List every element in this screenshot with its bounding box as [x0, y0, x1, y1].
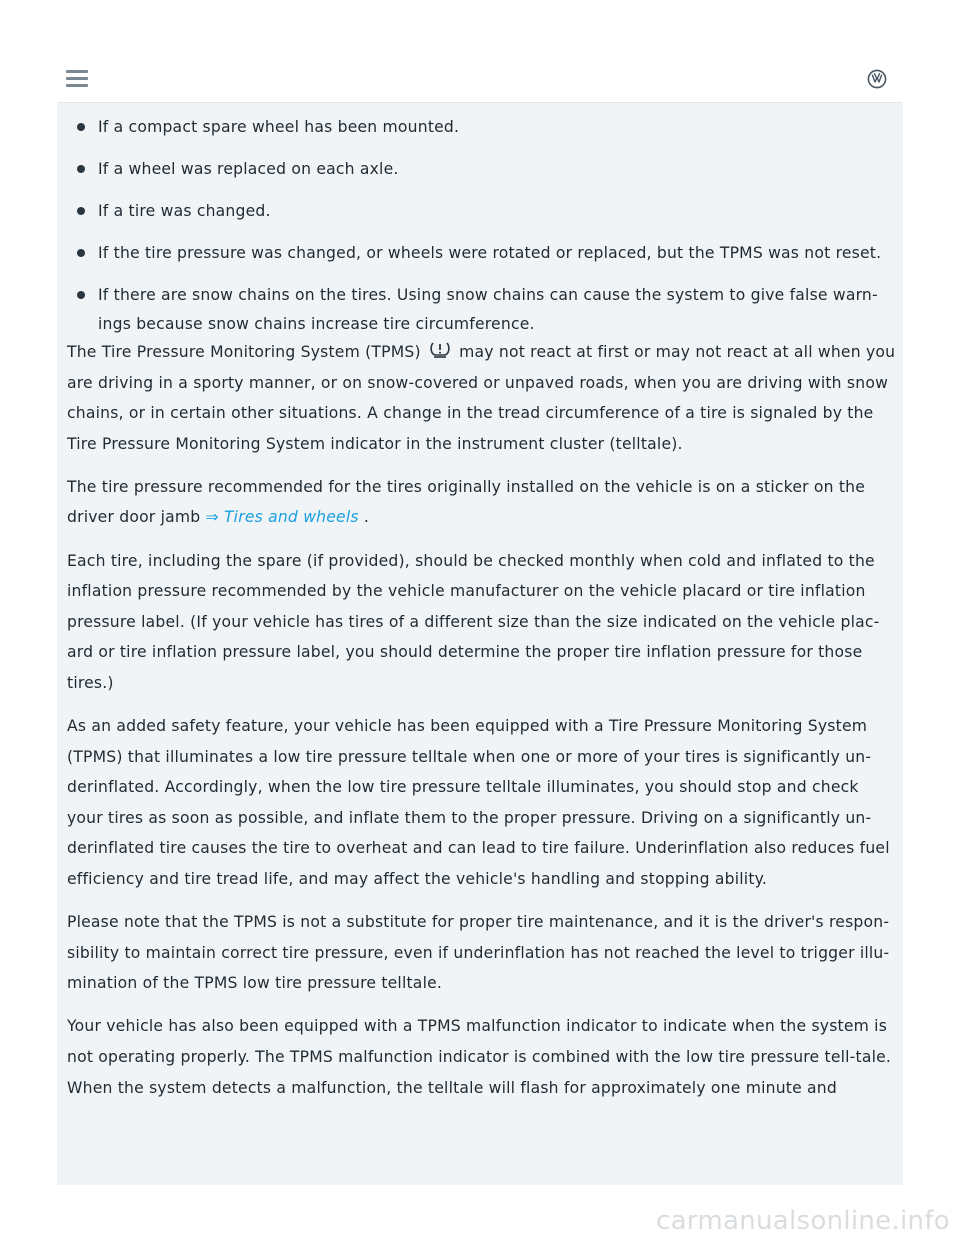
watermark: carmanualsonline.info [655, 1206, 950, 1236]
manual-content [57, 103, 903, 1185]
list-item: If the tire pressure was changed, or wheels were rotated or replaced, but the TPMS was not reset. [73, 239, 893, 268]
paragraph-text: . [363, 508, 370, 527]
top-bar [57, 56, 903, 103]
body-text [67, 337, 899, 1116]
list-item: If a wheel was replaced on each axle. [73, 155, 893, 184]
paragraph-recommended-pressure [67, 472, 899, 533]
paragraph-text: The tire pressure recommended for the tires originally installed on the vehicle is on a sticker on the driver door jamb [67, 477, 866, 527]
list-item: If a compact spare wheel has been mounted. [73, 113, 893, 142]
paragraph-tpms-reaction [67, 337, 899, 459]
list-item: If a tire was changed. [73, 197, 893, 226]
paragraph-monthly-check: Each tire, including the spare (if provided), should be checked monthly when cold and inflated to the inflation pressure recommended by the vehicle manufacturer on the vehicle placard or tire inflation pressure label. (If your vehicle has tires of a different size than the size indicated on the vehicle plac-ard or tire inflation pressure label, you should determine the proper tire inflation pressure for those tires.) [67, 551, 880, 692]
tpms-telltale-icon [428, 340, 452, 360]
paragraph-maintenance-note: Please note that the TPMS is not a substitute for proper tire maintenance, and it is the driver's respon-sibility to maintain correct tire pressure, even if underinflation has not reached the level to trigger illu-mination of the TPMS low tire pressure telltale. [67, 913, 890, 993]
vw-logo-icon[interactable] [867, 69, 887, 89]
paragraph-malfunction-indicator: Your vehicle has also been equipped with a TPMS malfunction indicator to indicate when the system is not operating properly. The TPMS malfunction indicator is combined with the low tire pressure tell-tale. When the system detects a malfunction, the telltale will flash for approximately one minute and [67, 1017, 892, 1097]
condition-list [73, 113, 893, 352]
tires-and-wheels-link[interactable]: ⇒ Tires and wheels [205, 508, 359, 527]
paragraph-text: may not react at first or may not react at all when you are driving in a sporty manner, or on snow-covered or unpaved roads, when you are driving with snow chains, or in certain other situations. A change in the tread circumference of a tire is signaled by the Tire Pressure Monitoring System indicator in the instrument cluster (telltale). [67, 343, 896, 453]
paragraph-text: The Tire Pressure Monitoring System (TPMS) [67, 343, 421, 361]
hamburger-menu-icon[interactable] [66, 70, 90, 90]
list-item: If there are snow chains on the tires. Using snow chains can cause the system to give false warn-ings because snow chains increase tire circumference. [73, 281, 893, 338]
paragraph-safety-feature: As an added safety feature, your vehicle has been equipped with a Tire Pressure Monitoring System (TPMS) that illuminates a low tire pressure telltale when one or more of your tires is significantly un-derinflated. Accordingly, when the low tire pressure telltale illuminates, you should stop and check your tires as soon as possible, and inflate them to the proper pressure. Driving on a significantly un-derinflated tire causes the tire to overheat and can lead to tire failure. Underinflation also reduces fuel efficiency and tire tread life, and may affect the vehicle's handling and stopping ability. [67, 717, 890, 888]
